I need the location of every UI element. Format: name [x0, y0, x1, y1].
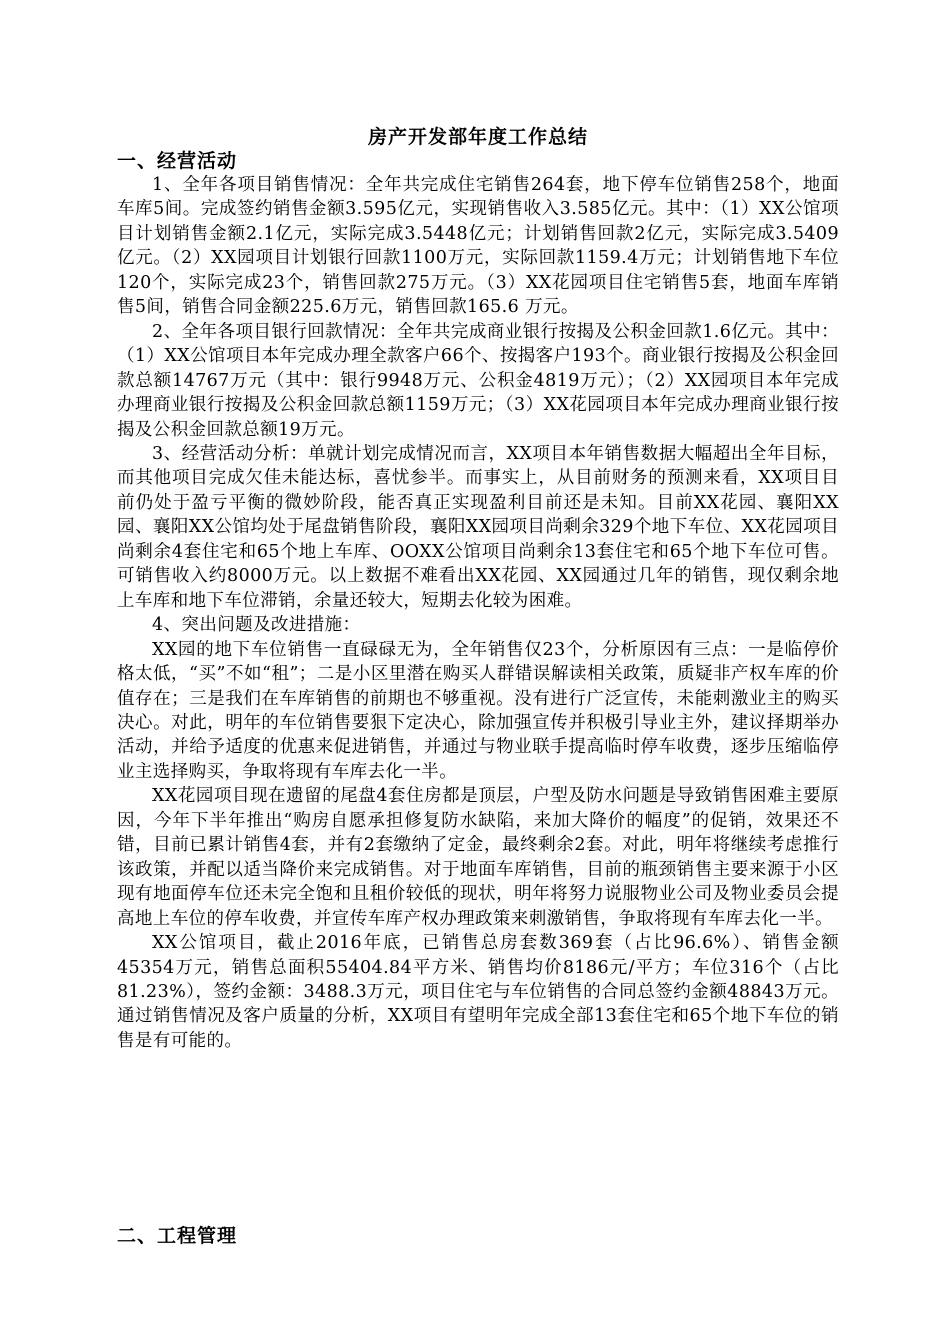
paragraph-bank-repayment: 2、全年各项目银行回款情况：全年共完成商业银行按揭及公积金回款1.6亿元。其中：（1）XX公馆项目本年完成办理全款客户66个、按揭客户193个。商业银行按揭及公积金回款总额14767万元（其中：银行9948万元、公积金4819万元）；（2）XX园项目本年完成办理商业银行按揭及公积金回款总额1159万元；（3）XX花园项目本年完成办理商业银行按揭及公积金回款总额19万元。: [117, 321, 839, 440]
paragraph-business-analysis: 3、经营活动分析：单就计划完成情况而言，XX项目本年销售数据大幅超出全年目标，而其他项目完成欠佳未能达标，喜忧参半。而事实上，从目前财务的预测来看，XX项目目前仍处于盈亏平衡的微妙阶段，能否真正实现盈利目前还是未知。目前XX花园、襄阳XX园、襄阳XX公馆均处于尾盘销售阶段，襄阳XX园项目尚剩余329个地下车位、XX花园项目尚剩余4套住宅和65个地上车库、OOXX公馆项目尚剩余13套住宅和65个地下车位可售。可销售收入约8000万元。以上数据不难看出XX花园、XX园通过几年的销售，现仅剩余地上车库和地下车位滞销，余量还较大，短期去化较为困难。: [117, 443, 839, 611]
document-title: 房产开发部年度工作总结: [367, 126, 588, 148]
section-body-business: [117, 173, 839, 1053]
section-heading-business: 一、经营活动: [117, 150, 238, 172]
paragraph-xx-huayuan-project: XX花园项目现在遗留的尾盘4套住房都是顶层，户型及防水问题是导致销售困难主要原因，今年下半年推出“购房自愿承担修复防水缺陷，来加大降价的幅度”的促销，效果还不错，目前已累计销售4套，并有2套缴纳了定金，最终剩余2套。对此，明年将继续考虑推行该政策，并配以适当降价来完成销售。对于地面车库销售，目前的瓶颈销售主要来源于小区现有地面停车位还未完全饱和且租价较低的现状，明年将努力说服物业公司及物业委员会提高地上车位的停车收费，并宣传车库产权办理政策来刺激销售，争取将现有车库去化一半。: [117, 786, 839, 929]
section-heading-engineering: 二、工程管理: [117, 1225, 238, 1247]
paragraph-issues-heading: 4、突出问题及改进措施：: [152, 615, 361, 636]
paragraph-xx-garden-parking: XX园的地下车位销售一直碌碌无为，全年销售仅23个，分析原因有三点：一是临停价格太低，“买”不如“租”；二是小区里潜在购买人群错误解读相关政策，质疑非产权车库的价值存在；三是我们在车库销售的前期也不够重视。没有进行广泛宣传，未能刺激业主的购买决心。对此，明年的车位销售要狠下定决心，除加强宣传并积极引导业主外，建议择期举办活动，并给予适度的优惠来促进销售，并通过与物业联手提高临时停车收费，逐步压缩临停业主选择购买，争取将现有车库去化一半。: [117, 639, 839, 782]
paragraph-xx-mansion-project: XX公馆项目，截止2016年底，已销售总房套数369套（占比96.6%）、销售金额45354万元，销售总面积55404.84平方米、销售均价8186元/平方；车位316个（占比81.23%），签约金额：3488.3万元，项目住宅与车位销售的合同总签约金额48843万元。通过销售情况及客户质量的分析，XX项目有望明年完成全部13套住宅和65个地下车位的销售是有可能的。: [117, 933, 839, 1051]
paragraph-sales-overview: 1、全年各项目销售情况：全年共完成住宅销售264套，地下停车位销售258个，地面车库5间。完成签约销售金额3.595亿元，实现销售收入3.585亿元。其中：（1）XX公馆项目计划销售金额2.1亿元，实际完成3.5448亿元；计划销售回款2亿元，实际完成3.5409亿元。（2）XX园项目计划银行回款1100万元，实际回款1159.4万元；计划销售地下车位120个，实际完成23个，销售回款275万元。（3）XX花园项目住宅销售5套，地面车库销售5间，销售合同金额225.6万元，销售回款165.6 万元。: [117, 175, 839, 318]
